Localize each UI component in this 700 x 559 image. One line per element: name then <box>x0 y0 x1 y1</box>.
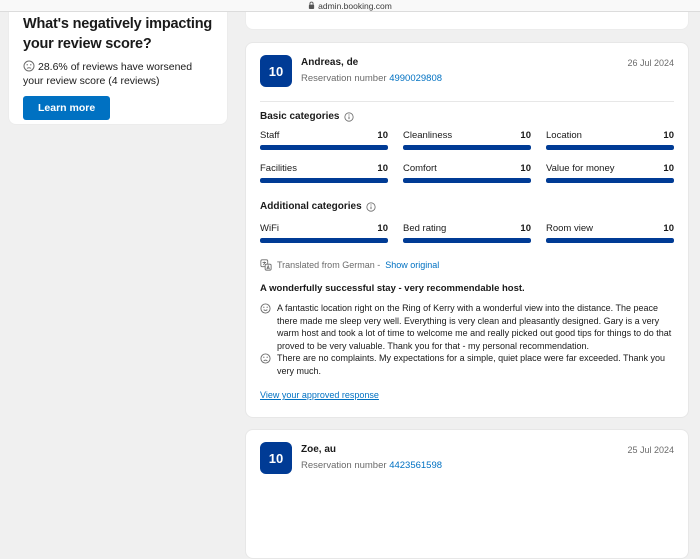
browser-url-bar[interactable] <box>0 0 700 12</box>
category-bar <box>403 238 531 243</box>
info-icon[interactable] <box>366 202 376 212</box>
category-bar <box>546 145 674 150</box>
category-label: Comfort <box>403 163 437 174</box>
review-feedback <box>260 302 674 377</box>
reservation-line <box>301 460 442 471</box>
category-wifi <box>260 223 388 243</box>
reservation-line <box>301 73 442 84</box>
learn-more-button[interactable]: Learn more <box>23 96 110 120</box>
category-bar <box>260 238 388 243</box>
category-label: Value for money <box>546 163 615 174</box>
category-bar <box>260 145 388 150</box>
review-header <box>260 55 674 87</box>
category-label: Room view <box>546 223 593 234</box>
insight-stat-text: 28.6% of reviews have worsened your review score (4 reviews) <box>23 61 193 87</box>
additional-categories-label: Additional categories <box>260 201 362 212</box>
review-title: A wonderfully successful stay - very recommendable host. <box>260 283 525 294</box>
basic-categories-header <box>260 111 674 122</box>
positive-feedback-text: A fantastic location right on the Ring of Kerry with a wonderful view into the distance. The peace there made me sleep very well. Everything is very clean and pleasantly designed. Gary is a very warm host and took a lot of time to welcome me and really picked out good tips for things to do that proved to be very valuable. Thank you for that - my personal recommendation. <box>277 303 672 351</box>
previous-card-bottom <box>245 12 689 30</box>
review-score-badge: 10 <box>260 442 292 474</box>
additional-categories-header <box>260 201 674 212</box>
category-location <box>546 130 674 150</box>
sad-face-icon <box>23 60 35 72</box>
category-label: WiFi <box>260 223 279 234</box>
category-bar <box>546 238 674 243</box>
basic-categories-grid <box>260 130 674 183</box>
sad-face-icon <box>260 353 271 364</box>
category-bed-rating <box>403 223 531 243</box>
basic-categories-label: Basic categories <box>260 111 340 122</box>
category-value-for-money <box>546 163 674 183</box>
reservation-number-link[interactable]: 4423561598 <box>389 460 443 471</box>
translation-notice <box>260 259 674 271</box>
reviews-list <box>245 12 689 559</box>
category-label: Staff <box>260 130 280 141</box>
category-value: 10 <box>377 130 388 141</box>
translated-from-text: Translated from German - <box>277 260 381 270</box>
category-value: 10 <box>520 223 531 234</box>
category-bar <box>260 178 388 183</box>
category-value: 10 <box>663 130 674 141</box>
positive-feedback <box>260 302 674 352</box>
category-label: Cleanliness <box>403 130 453 141</box>
guest-name: Andreas, de <box>301 57 359 68</box>
category-bar <box>546 178 674 183</box>
reservation-label: Reservation number <box>301 460 387 471</box>
review-card-andreas <box>245 42 689 418</box>
category-label: Bed rating <box>403 223 447 234</box>
info-icon[interactable] <box>344 112 354 122</box>
view-response-link[interactable]: View your approved response <box>260 390 379 400</box>
guest-name: Zoe, au <box>301 444 337 455</box>
category-value: 10 <box>663 163 674 174</box>
category-value: 10 <box>520 130 531 141</box>
reservation-number-link[interactable]: 4990029808 <box>389 73 443 84</box>
guest-block <box>301 442 442 471</box>
review-card-zoe <box>245 429 689 559</box>
review-header <box>260 442 674 474</box>
happy-face-icon <box>260 303 271 314</box>
category-staff <box>260 130 388 150</box>
category-bar <box>403 178 531 183</box>
category-room-view <box>546 223 674 243</box>
category-label: Facilities <box>260 163 297 174</box>
lock-icon <box>308 1 315 10</box>
reservation-label: Reservation number <box>301 73 387 84</box>
insight-title: What's negatively impacting your review score? <box>23 16 213 52</box>
category-value: 10 <box>377 163 388 174</box>
translate-icon <box>260 259 272 271</box>
category-value: 10 <box>663 223 674 234</box>
category-label: Location <box>546 130 582 141</box>
category-facilities <box>260 163 388 183</box>
review-date: 26 Jul 2024 <box>627 58 674 68</box>
review-date: 25 Jul 2024 <box>627 445 674 455</box>
negative-feedback-text: There are no complaints. My expectations for a simple, quiet place were far exceeded. Thank you very much. <box>277 353 666 376</box>
insight-card <box>8 12 228 125</box>
insight-stat <box>23 60 215 88</box>
additional-categories-grid <box>260 223 674 243</box>
category-cleanliness <box>403 130 531 150</box>
browser-url-text: admin.booking.com <box>318 0 392 11</box>
category-bar <box>403 145 531 150</box>
category-comfort <box>403 163 531 183</box>
category-value: 10 <box>520 163 531 174</box>
header-divider <box>260 101 674 102</box>
show-original-link[interactable]: Show original <box>385 260 440 270</box>
review-score-badge: 10 <box>260 55 292 87</box>
negative-feedback <box>260 352 674 377</box>
category-value: 10 <box>377 223 388 234</box>
guest-block <box>301 55 442 84</box>
